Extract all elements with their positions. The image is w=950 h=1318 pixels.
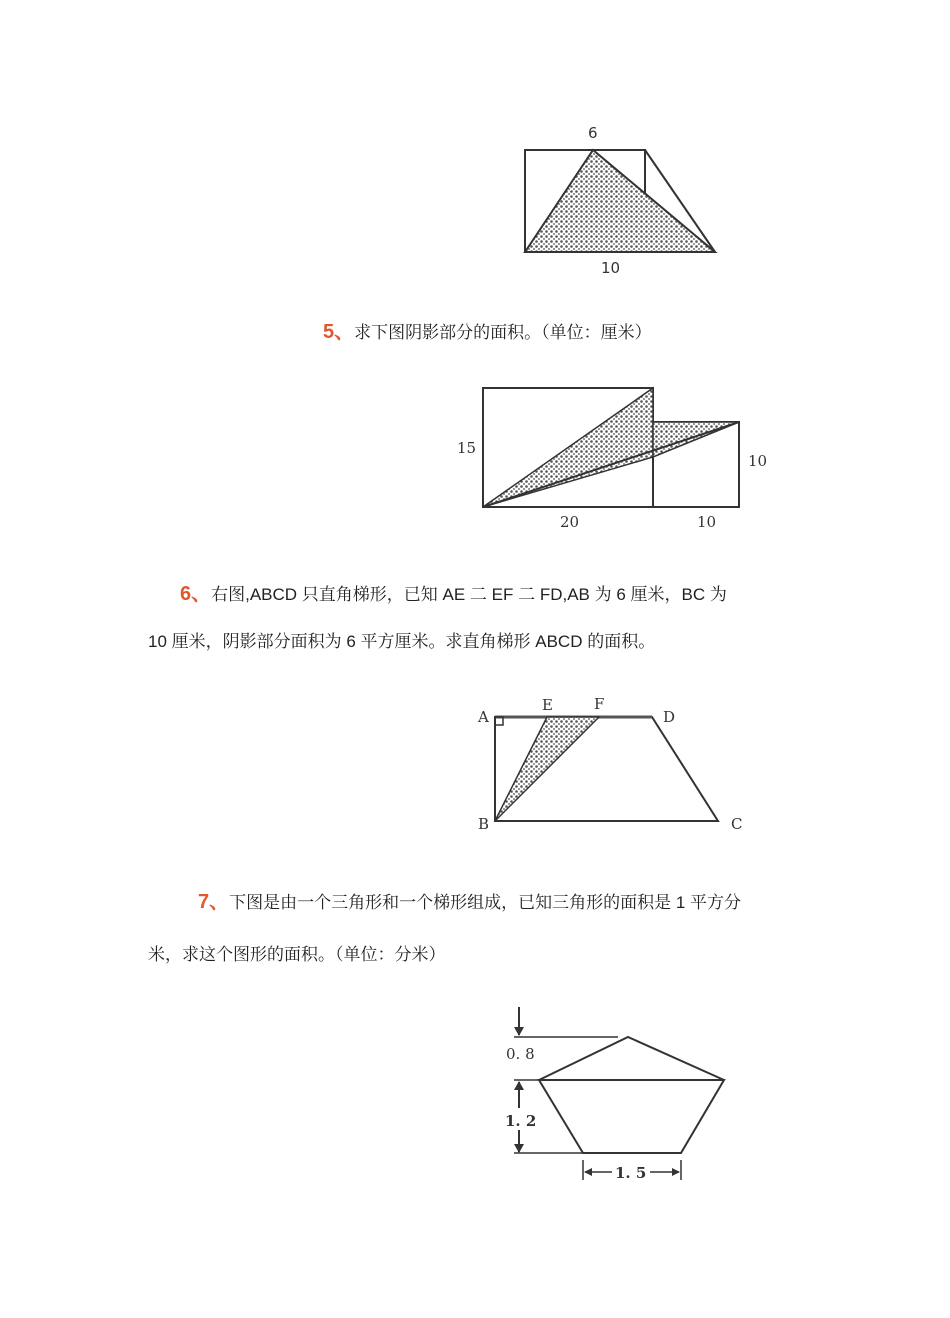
fig7-dim-width-arrow-right	[672, 1168, 680, 1176]
fig7-trapezoid	[539, 1080, 724, 1153]
fig6-label-C: C	[731, 815, 743, 833]
fig7-bottom-width-label: 1. 5	[615, 1164, 647, 1182]
fig7-dim-mid-arrow-up	[514, 1081, 524, 1090]
fig4-bottom-label: 10	[601, 259, 621, 277]
fig5-bottom-right-label: 10	[697, 513, 717, 531]
fig7-triangle	[539, 1037, 724, 1080]
q5-text: 求下图阴影部分的面积。（单位：厘米）	[354, 323, 652, 342]
fig6-label-A: A	[478, 708, 489, 726]
q6-text-line1: 右图,ABCD 只直角梯形，已知 AE 二 EF 二 FD,AB 为 6 厘米，BC 为	[211, 585, 727, 604]
q7-number: 7、	[198, 891, 230, 913]
fig6-label-F: F	[594, 695, 605, 713]
q7-text-line1: 下图是由一个三角形和一个梯形组成，已知三角形的面积是 1 平方分	[229, 893, 742, 912]
q6-line2: 10 厘米，阴影部分面积为 6 平方厘米。求直角梯形 ABCD 的面积。	[148, 632, 656, 651]
fig6-label-E: E	[542, 696, 553, 714]
fig7-dim-mid-arrow-down	[514, 1144, 524, 1153]
fig5-bottom-left-label: 20	[560, 513, 580, 531]
fig7-dim-top-arrow	[514, 1027, 524, 1036]
fig4-top-label: 6	[588, 124, 598, 142]
q6-number: 6、	[180, 583, 212, 605]
fig7-trapezoid-height-label: 1. 2	[505, 1112, 537, 1130]
fig6-label-D: D	[663, 708, 676, 726]
fig7-dim-width-arrow-left	[584, 1168, 592, 1176]
fig5-right-label: 10	[748, 452, 768, 470]
fig5-left-label: 15	[457, 439, 477, 457]
fig7-triangle-height-label: 0. 8	[506, 1045, 535, 1063]
q7-line2: 米，求这个图形的面积。（单位：分米）	[148, 945, 446, 964]
fig6-label-B: B	[478, 815, 490, 833]
q5-number: 5、	[323, 321, 355, 343]
